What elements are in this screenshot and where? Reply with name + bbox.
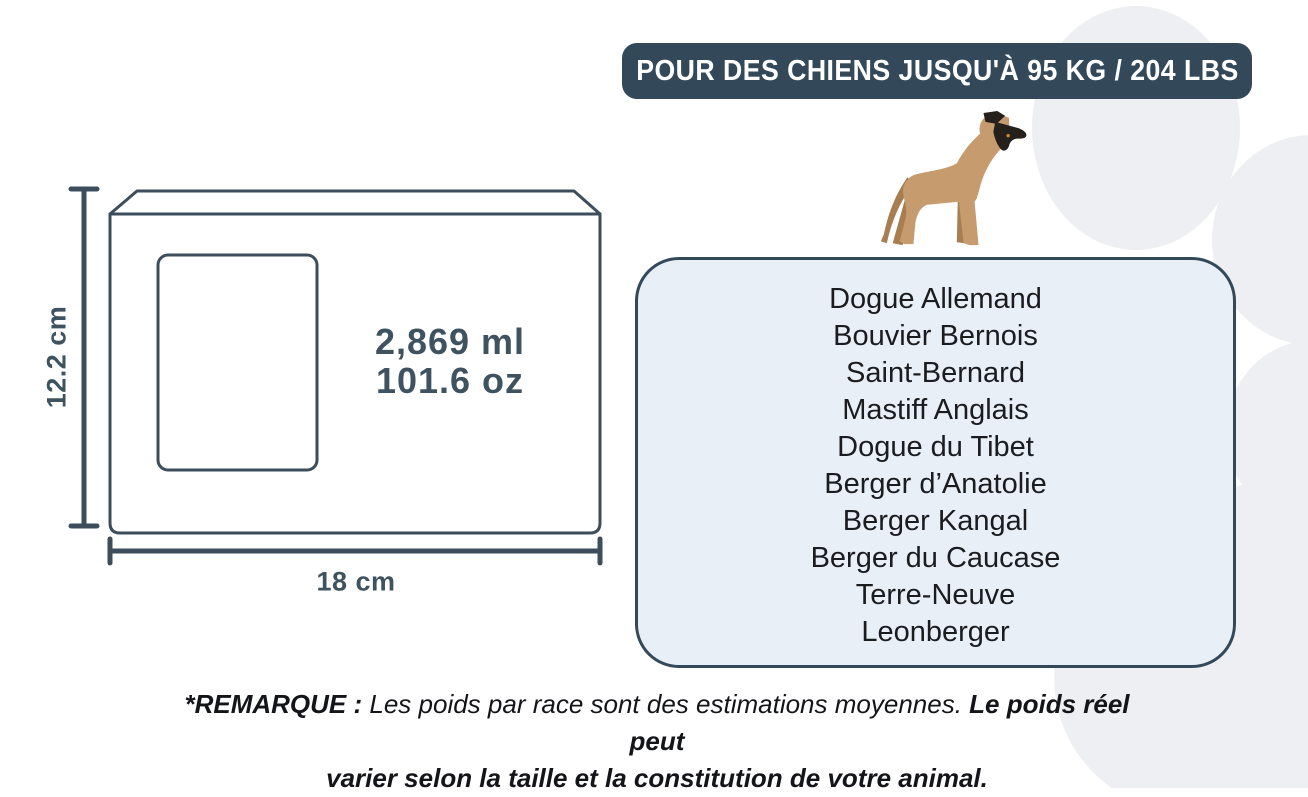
breed-item: Saint-Bernard	[846, 357, 1025, 389]
footnote-emphasis: Le poids réel peut	[629, 689, 1130, 756]
volume-label	[300, 322, 600, 400]
height-dimension-line	[71, 189, 97, 526]
great-dane-icon	[861, 110, 1029, 258]
breed-item: Berger d’Anatolie	[824, 468, 1047, 500]
footnote-body: Les poids par race sont des estimations moyennes.	[369, 689, 970, 719]
breed-list-box	[635, 257, 1236, 668]
breed-item: Leonberger	[861, 616, 1010, 648]
footnote-prefix: *REMARQUE :	[184, 689, 363, 719]
footnote-line-1	[154, 686, 1160, 760]
footnote-line-2	[154, 760, 1160, 797]
breed-item: Bouvier Bernois	[833, 320, 1038, 352]
breed-item: Mastiff Anglais	[842, 394, 1029, 426]
height-label: 12.2 cm	[41, 305, 72, 409]
volume-ml: 2,869 ml	[374, 321, 526, 362]
width-label: 18 cm	[316, 566, 396, 597]
footnote-emphasis: varier selon la taille et la constitution de votre animal.	[326, 763, 988, 793]
weight-capacity-banner	[622, 43, 1252, 99]
footnote	[154, 686, 1160, 797]
bowl-window	[158, 255, 317, 470]
dog-accent-dot	[1006, 134, 1009, 137]
volume-oz: 101.6 oz	[375, 360, 525, 401]
width-dimension-line	[110, 539, 600, 563]
breed-item: Dogue du Tibet	[837, 431, 1034, 463]
bowl-top-face	[110, 191, 600, 214]
breed-item: Berger du Caucase	[810, 542, 1061, 574]
banner-label: POUR DES CHIENS JUSQU'À 95 KG / 204 LBS	[635, 54, 1239, 87]
breed-item: Terre-Neuve	[855, 579, 1016, 611]
breed-item: Berger Kangal	[842, 505, 1029, 537]
breed-item: Dogue Allemand	[829, 283, 1042, 315]
dog-body	[900, 127, 1009, 245]
